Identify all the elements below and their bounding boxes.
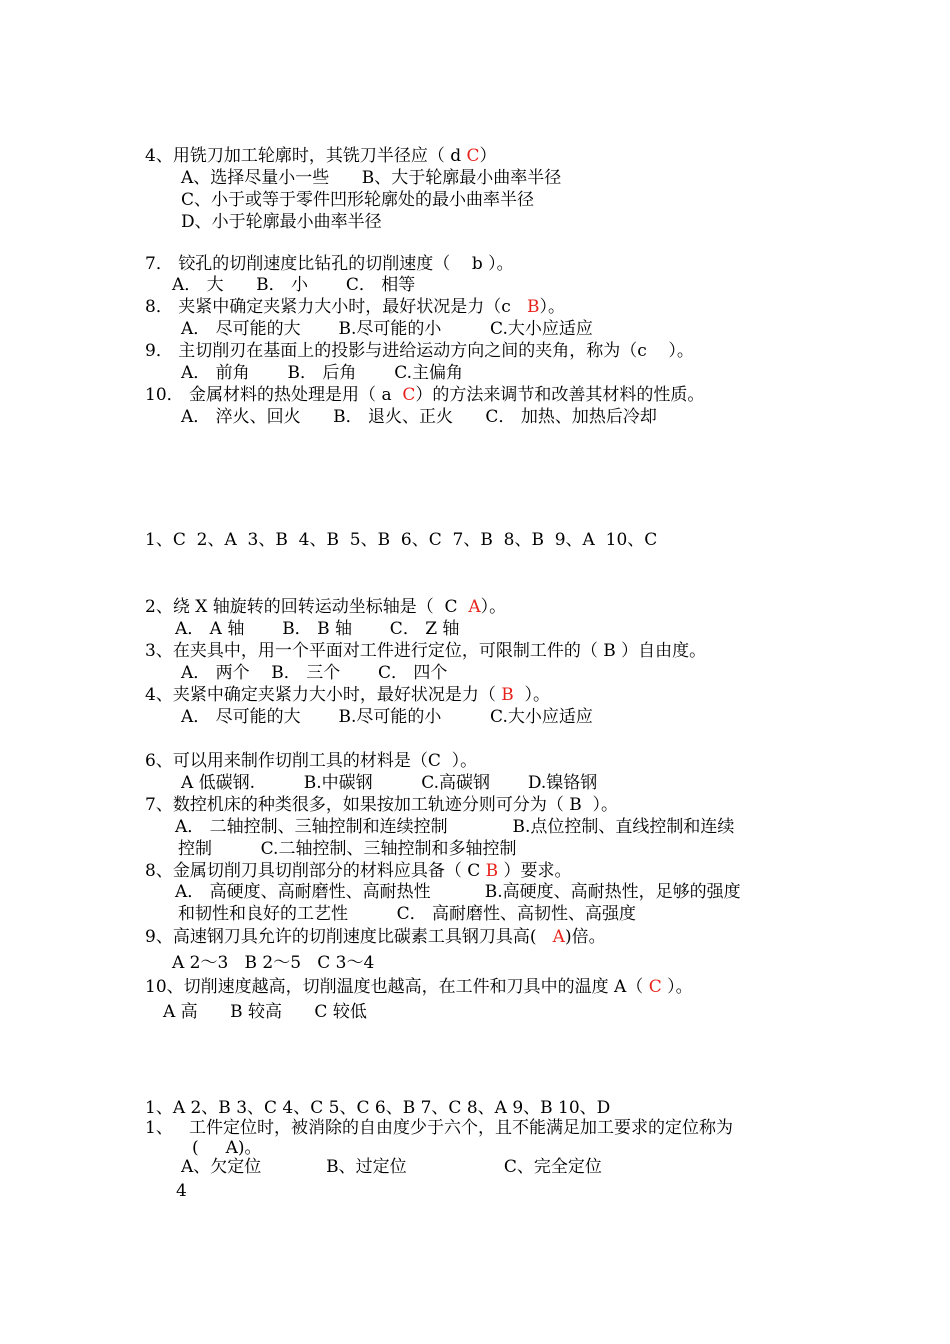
answer-options: C、小于或等于零件凹形轮廓处的最小曲率半径 [181,190,535,210]
question-stem: 10． 金属材料的热处理是用（ a C）的方法来调节和改善其材料的性质。 [145,385,705,405]
answer-options: A、选择尽量小一些 B、大于轮廓最小曲率半径 [181,168,562,188]
answer-options: D、小于轮廓最小曲率半径 [181,212,382,232]
question-stem: 6、可以用来制作切削工具的材料是（C ）。 [145,751,478,771]
question-stem: 1、 工件定位时，被消除的自由度少于六个，且不能满足加工要求的定位称为 [145,1118,734,1138]
answer-options: A． 淬火、回火 B． 退火、正火 C． 加热、加热后冷却 [181,407,657,427]
question-stem: 4、用铣刀加工轮廓时，其铣刀半径应（ d C） [145,146,497,166]
question-stem: 8、金属切削刀具切削部分的材料应具备（ C B ）要求。 [145,861,572,881]
answer-key: 1、C 2、A 3、B 4、B 5、B 6、C 7、B 8、B 9、A 10、C [145,530,658,550]
question-stem: 10、切削速度越高，切削温度也越高，在工件和刀具中的温度 A（ C ）。 [145,977,693,997]
answer-options: A． 二轴控制、三轴控制和连续控制 B.点位控制、直线控制和连续 [175,817,735,837]
answer-options: A． 尽可能的大 B.尽可能的小 C.大小应适应 [181,319,593,339]
answer-options: A． A 轴 B． B 轴 C． Z 轴 [175,619,460,639]
answer-options: A 低碳钢. B.中碳钢 C.高碳钢 D.镍铬钢 [181,773,598,793]
answer-key: 1、A 2、B 3、C 4、C 5、C 6、B 7、C 8、A 9、B 10、D [145,1098,611,1118]
question-stem: 3、在夹具中，用一个平面对工件进行定位，可限制工件的（ B ）自由度。 [145,641,707,661]
question-stem: 7、数控机床的种类很多，如果按加工轨迹分则可分为（ B ）。 [145,795,619,815]
page-number: 4 [176,1181,187,1201]
answer-options: 和韧性和良好的工艺性 C． 高耐磨性、高韧性、高强度 [178,904,637,924]
question-stem: 8． 夹紧中确定夹紧力大小时，最好状况是力（c B）。 [145,297,565,317]
question-stem: 9． 主切削刃在基面上的投影与进给运动方向之间的夹角，称为（c ）。 [145,341,694,361]
answer-options: A 2～3 B 2～5 C 3～4 [172,953,375,973]
answer-options: A 高 B 较高 C 较低 [163,1002,367,1022]
question-stem: 7． 铰孔的切削速度比钻孔的切削速度（ b ）。 [145,254,514,274]
answer-options: A． 高硬度、高耐磨性、高耐热性 B.高硬度、高耐热性，足够的强度 [175,882,741,902]
question-stem: 4、夹紧中确定夹紧力大小时，最好状况是力（ B ）。 [145,685,551,705]
answer-options: A、欠定位 B、过定位 C、完全定位 [181,1157,602,1177]
answer-options: A． 尽可能的大 B.尽可能的小 C.大小应适应 [181,707,593,727]
question-stem: ( A)。 [192,1138,262,1158]
question-stem: 2、绕 X 轴旋转的回转运动坐标轴是（ C A）。 [145,597,507,617]
answer-options: A． 两个 B． 三个 C． 四个 [181,663,448,683]
answer-options: A． 前角 B． 后角 C.主偏角 [181,363,464,383]
answer-options: 控制 C.二轴控制、三轴控制和多轴控制 [178,839,517,859]
answer-options: A． 大 B． 小 C． 相等 [172,275,416,295]
question-stem: 9、高速钢刀具允许的切削速度比碳素工具钢刀具高( A)倍。 [145,927,606,947]
